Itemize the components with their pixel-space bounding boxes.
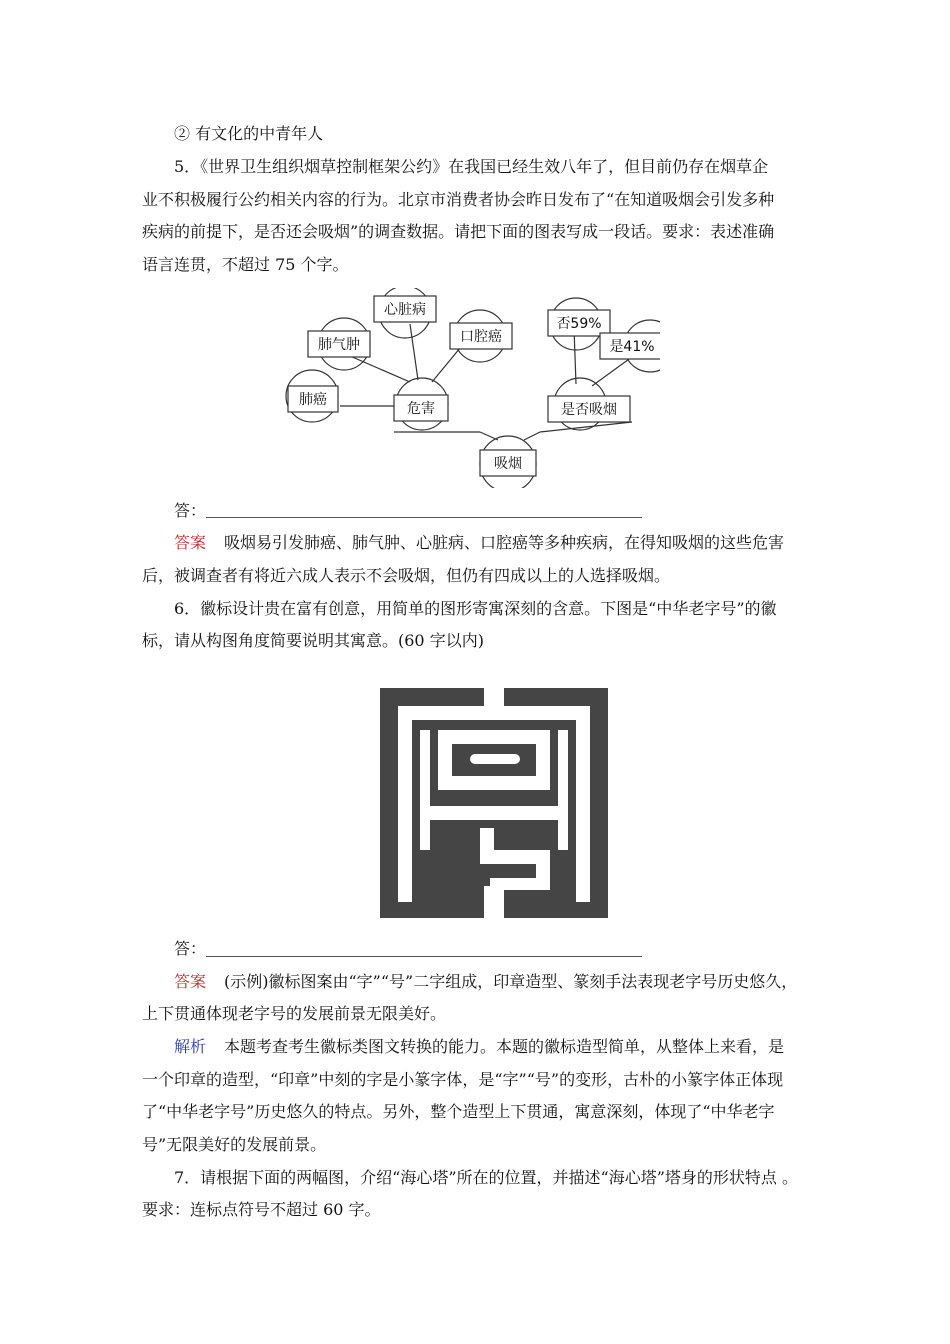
text-line: 5．《世界卫生组织烟草控制框架公约》在我国已经生效八年了，但目前仍存在烟草企 <box>174 157 769 176</box>
text-line: 业不积极履行公约相关内容的行为。北京市消费者协会昨日发布了“在知道吸烟会引发多种 <box>142 190 775 209</box>
text-line: 疾病的前提下，是否还会吸烟”的调查数据。请把下面的图表写成一段话。要求：表述准确 <box>142 222 775 241</box>
emblem-stroke <box>470 754 520 764</box>
emblem-stroke <box>438 730 550 744</box>
hub-label: 是否吸烟 <box>561 402 617 418</box>
text-line <box>174 533 784 553</box>
emblem-stroke <box>420 730 430 850</box>
laozihao-emblem-image <box>380 688 608 918</box>
text-line: 标，请从构图角度简要说明其寓意。(60 字以内) <box>142 631 484 650</box>
leaf-label: 心脏病 <box>384 302 426 318</box>
connector-line <box>350 356 410 382</box>
leaf-label: 肺癌 <box>299 392 327 408</box>
leaf-label: 是41% <box>609 339 655 355</box>
connector-line <box>540 422 632 432</box>
answer-tag: 答案 <box>174 972 207 991</box>
answer-tag: 答案 <box>174 533 207 552</box>
connector-line <box>524 432 540 440</box>
text-line: 7．请根据下面的两幅图，介绍“海心塔”所在的位置，并描述“海心塔”塔身的形状特点 。 <box>174 1168 798 1187</box>
emblem-stroke <box>576 706 590 902</box>
leaf-label: 肺气肿 <box>318 337 360 353</box>
answer-underline <box>206 517 642 518</box>
emblem-stroke <box>430 806 558 820</box>
text-line: ② 有文化的中青年人 <box>174 124 324 143</box>
answer-label: 答： <box>174 939 207 958</box>
text-line: 号”无限美好的发展前景。 <box>142 1135 327 1154</box>
analysis-text: 本题考查考生徽标类图文转换的能力。本题的徽标造型简单，从整体上来看，是 <box>224 1037 785 1056</box>
analysis-tag: 解析 <box>174 1037 207 1056</box>
emblem-stroke <box>484 688 504 720</box>
text-line <box>174 972 797 992</box>
emblem-stroke <box>398 706 412 902</box>
leaf-label: 口腔癌 <box>460 329 502 345</box>
text-line <box>174 1037 784 1057</box>
answer-text: (示例)徽标图案由“字”“号”二字组成，印章造型、篆刻手法表现老字号历史悠久， <box>224 972 798 991</box>
connector-line <box>410 324 418 380</box>
text-line: 要求：连标点符号不超过 60 字。 <box>142 1200 381 1219</box>
text-line: 语言连贯，不超过 75 个字。 <box>142 255 349 274</box>
answer-underline <box>206 956 642 957</box>
text-line: 了“中华老字号”历史悠久的特点。另外，整个造型上下贯通，寓意深刻，体现了“中华老字 <box>142 1102 775 1121</box>
root-label: 吸烟 <box>494 456 522 472</box>
emblem-stroke <box>558 730 568 850</box>
emblem-stroke <box>484 886 504 918</box>
emblem-stroke <box>438 776 550 790</box>
smoking-tree-diagram <box>280 288 660 488</box>
text-line: 后，被调查者有将近六成人表示不会吸烟，但仍有四成以上的人选择吸烟。 <box>142 566 671 585</box>
answer-label: 答： <box>174 501 207 520</box>
answer-text: 吸烟易引发肺癌、肺气肿、心脏病、口腔癌等多种疾病，在得知吸烟的这些危害 <box>224 533 785 552</box>
text-line: 6．徽标设计贵在富有创意，用简单的图形寄寓深刻的含意。下图是“中华老字号”的徽 <box>174 599 777 618</box>
text-line: 上下贯通体现老字号的发展前景无限美好。 <box>142 1004 447 1023</box>
hub-label: 危害 <box>407 401 435 417</box>
text-line: 一个印章的造型，“印章”中刻的字是小篆字体，是“字”“号”的变形，古朴的小篆字体正体现 <box>142 1070 784 1089</box>
leaf-label: 否59% <box>556 316 602 332</box>
